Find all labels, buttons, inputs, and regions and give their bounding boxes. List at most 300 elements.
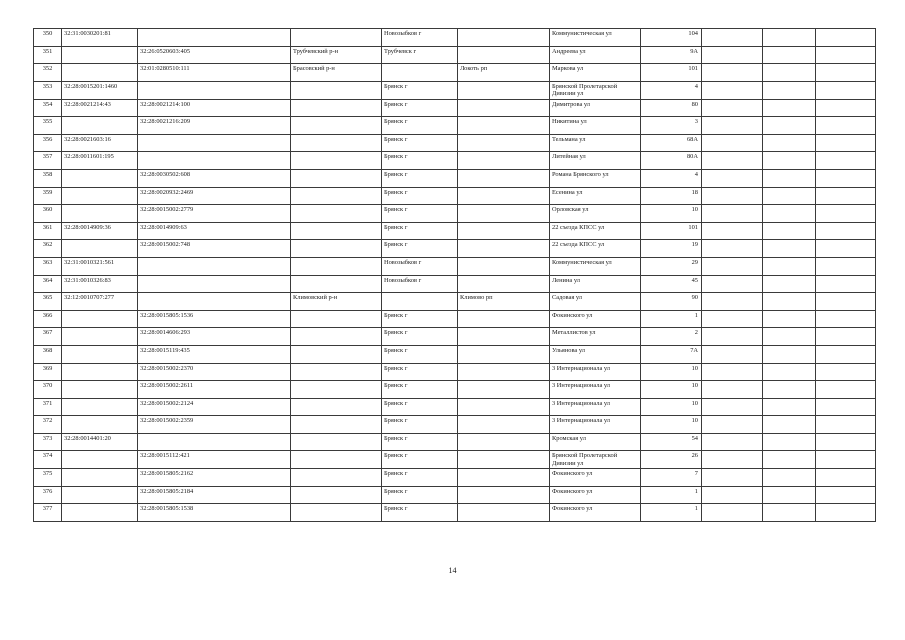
settlement-cell (458, 257, 550, 275)
district-cell (291, 345, 382, 363)
building-cadastral-number-cell: 32:28:0014606:293 (138, 328, 291, 346)
city-cell: Брянск г (382, 504, 458, 522)
table-row (34, 169, 876, 187)
blank-cell (816, 433, 876, 451)
blank-cell (816, 451, 876, 469)
table-row (34, 345, 876, 363)
row-number-cell: 368 (34, 345, 62, 363)
table-row (34, 257, 876, 275)
street-cell: Маркова ул (550, 64, 641, 82)
page-number: 14 (448, 566, 457, 575)
table-row (34, 398, 876, 416)
settlement-cell: Локоть рп (458, 64, 550, 82)
table-row (34, 293, 876, 311)
city-cell: Новозыбков г (382, 29, 458, 47)
cadastral-number-cell (62, 117, 138, 135)
blank-cell (763, 345, 816, 363)
city-cell: Брянск г (382, 205, 458, 223)
street-cell: Брянской Пролетарской Дивизии ул (550, 451, 641, 469)
blank-cell (816, 240, 876, 258)
house-number-cell: 45 (641, 275, 702, 293)
district-cell (291, 363, 382, 381)
house-number-cell: 80А (641, 152, 702, 170)
district-cell (291, 29, 382, 47)
blank-cell (702, 64, 763, 82)
blank-cell (763, 310, 816, 328)
blank-cell (816, 310, 876, 328)
blank-cell (702, 310, 763, 328)
building-cadastral-number-cell: 32:28:0015002:2370 (138, 363, 291, 381)
row-number-cell: 360 (34, 205, 62, 223)
row-number-cell: 370 (34, 381, 62, 399)
building-cadastral-number-cell: 32:28:0015002:2779 (138, 205, 291, 223)
cadastral-number-cell: 32:28:0021214:43 (62, 99, 138, 117)
row-number-cell: 352 (34, 64, 62, 82)
row-number-cell: 376 (34, 486, 62, 504)
building-cadastral-number-cell: 32:28:0015805:1536 (138, 310, 291, 328)
district-cell (291, 504, 382, 522)
blank-cell (763, 134, 816, 152)
settlement-cell (458, 451, 550, 469)
building-cadastral-number-cell: 32:28:0021216:209 (138, 117, 291, 135)
street-cell: Андреева ул (550, 46, 641, 64)
blank-cell (816, 293, 876, 311)
table-row (34, 381, 876, 399)
row-number-cell: 366 (34, 310, 62, 328)
house-number-cell: 10 (641, 363, 702, 381)
blank-cell (702, 240, 763, 258)
blank-cell (763, 99, 816, 117)
settlement-cell (458, 345, 550, 363)
district-cell: Климовский р-н (291, 293, 382, 311)
settlement-cell (458, 152, 550, 170)
district-cell (291, 381, 382, 399)
building-cadastral-number-cell (138, 134, 291, 152)
blank-cell (763, 328, 816, 346)
settlement-cell (458, 240, 550, 258)
table-row (34, 275, 876, 293)
table-row (34, 222, 876, 240)
city-cell: Брянск г (382, 134, 458, 152)
settlement-cell (458, 275, 550, 293)
cadastral-number-cell (62, 46, 138, 64)
table-row (34, 46, 876, 64)
house-number-cell: 9А (641, 46, 702, 64)
table-row (34, 486, 876, 504)
blank-cell (763, 398, 816, 416)
house-number-cell: 7А (641, 345, 702, 363)
blank-cell (702, 46, 763, 64)
blank-cell (763, 81, 816, 99)
blank-cell (816, 29, 876, 47)
row-number-cell: 350 (34, 29, 62, 47)
house-number-cell: 101 (641, 64, 702, 82)
settlement-cell (458, 81, 550, 99)
blank-cell (816, 64, 876, 82)
street-cell: Тельмана ул (550, 134, 641, 152)
street-cell: Коммунистическая ул (550, 257, 641, 275)
building-cadastral-number-cell: 32:26:0520603:405 (138, 46, 291, 64)
settlement-cell (458, 187, 550, 205)
district-cell (291, 240, 382, 258)
blank-cell (763, 504, 816, 522)
settlement-cell: Климово рп (458, 293, 550, 311)
cadastral-number-cell (62, 345, 138, 363)
city-cell: Брянск г (382, 222, 458, 240)
row-number-cell: 358 (34, 169, 62, 187)
cadastral-number-cell: 32:28:0014909:36 (62, 222, 138, 240)
building-cadastral-number-cell (138, 433, 291, 451)
building-cadastral-number-cell: 32:28:0015002:2359 (138, 416, 291, 434)
city-cell (382, 293, 458, 311)
blank-cell (763, 64, 816, 82)
building-cadastral-number-cell (138, 275, 291, 293)
blank-cell (702, 134, 763, 152)
table-row (34, 64, 876, 82)
table-row (34, 469, 876, 487)
table-row (34, 310, 876, 328)
district-cell (291, 433, 382, 451)
district-cell (291, 169, 382, 187)
cadastral-number-cell (62, 64, 138, 82)
district-cell (291, 117, 382, 135)
blank-cell (702, 117, 763, 135)
blank-cell (702, 381, 763, 399)
cadastral-number-cell (62, 169, 138, 187)
table-row (34, 205, 876, 223)
cadastral-number-cell: 32:31:0010321:561 (62, 257, 138, 275)
blank-cell (816, 398, 876, 416)
blank-cell (702, 81, 763, 99)
blank-cell (763, 46, 816, 64)
blank-cell (702, 398, 763, 416)
blank-cell (816, 169, 876, 187)
city-cell: Брянск г (382, 381, 458, 399)
cadastral-number-cell (62, 398, 138, 416)
house-number-cell: 1 (641, 486, 702, 504)
street-cell: Орловская ул (550, 205, 641, 223)
house-number-cell: 7 (641, 469, 702, 487)
blank-cell (763, 451, 816, 469)
street-cell: Димитрова ул (550, 99, 641, 117)
blank-cell (702, 363, 763, 381)
settlement-cell (458, 99, 550, 117)
settlement-cell (458, 29, 550, 47)
city-cell: Брянск г (382, 81, 458, 99)
blank-cell (816, 134, 876, 152)
house-number-cell: 10 (641, 205, 702, 223)
cadastral-number-cell: 32:28:0021603:16 (62, 134, 138, 152)
street-cell: 3 Интернационала ул (550, 363, 641, 381)
district-cell (291, 152, 382, 170)
blank-cell (702, 187, 763, 205)
district-cell (291, 328, 382, 346)
street-cell: Есенина ул (550, 187, 641, 205)
cadastral-number-cell: 32:31:0010326:83 (62, 275, 138, 293)
street-cell: Коммунистическая ул (550, 29, 641, 47)
settlement-cell (458, 46, 550, 64)
cadastral-number-cell (62, 310, 138, 328)
blank-cell (816, 81, 876, 99)
district-cell (291, 99, 382, 117)
house-number-cell: 19 (641, 240, 702, 258)
settlement-cell (458, 169, 550, 187)
blank-cell (702, 275, 763, 293)
table-row (34, 433, 876, 451)
blank-cell (702, 469, 763, 487)
building-cadastral-number-cell (138, 81, 291, 99)
house-number-cell: 90 (641, 293, 702, 311)
cadastral-number-cell (62, 328, 138, 346)
row-number-cell: 354 (34, 99, 62, 117)
blank-cell (702, 433, 763, 451)
blank-cell (816, 99, 876, 117)
blank-cell (763, 187, 816, 205)
row-number-cell: 367 (34, 328, 62, 346)
blank-cell (816, 345, 876, 363)
street-cell: Кромская ул (550, 433, 641, 451)
row-number-cell: 351 (34, 46, 62, 64)
house-number-cell: 104 (641, 29, 702, 47)
settlement-cell (458, 398, 550, 416)
building-cadastral-number-cell: 32:28:0015112:421 (138, 451, 291, 469)
district-cell (291, 257, 382, 275)
cadastral-number-cell (62, 504, 138, 522)
street-cell: 22 съезда КПСС ул (550, 222, 641, 240)
cadastral-number-cell (62, 416, 138, 434)
row-number-cell: 353 (34, 81, 62, 99)
row-number-cell: 362 (34, 240, 62, 258)
blank-cell (763, 222, 816, 240)
blank-cell (816, 486, 876, 504)
blank-cell (702, 293, 763, 311)
house-number-cell: 80 (641, 99, 702, 117)
row-number-cell: 371 (34, 398, 62, 416)
building-cadastral-number-cell: 32:28:0015002:748 (138, 240, 291, 258)
city-cell: Новозыбков г (382, 275, 458, 293)
district-cell (291, 398, 382, 416)
blank-cell (702, 451, 763, 469)
house-number-cell: 54 (641, 433, 702, 451)
street-cell: Брянской Пролетарской Дивизии ул (550, 81, 641, 99)
cadastral-number-cell (62, 486, 138, 504)
blank-cell (816, 257, 876, 275)
row-number-cell: 363 (34, 257, 62, 275)
city-cell: Брянск г (382, 310, 458, 328)
blank-cell (763, 152, 816, 170)
blank-cell (702, 345, 763, 363)
settlement-cell (458, 205, 550, 223)
house-number-cell: 1 (641, 504, 702, 522)
building-cadastral-number-cell: 32:28:0015805:2162 (138, 469, 291, 487)
city-cell: Брянск г (382, 345, 458, 363)
street-cell: Фокинского ул (550, 310, 641, 328)
cadastral-number-cell (62, 451, 138, 469)
cadastral-number-cell (62, 363, 138, 381)
street-cell: 3 Интернационала ул (550, 398, 641, 416)
building-cadastral-number-cell: 32:28:0021214:100 (138, 99, 291, 117)
district-cell (291, 222, 382, 240)
house-number-cell: 29 (641, 257, 702, 275)
building-cadastral-number-cell: 32:28:0015805:2184 (138, 486, 291, 504)
district-cell: Брасовский р-н (291, 64, 382, 82)
row-number-cell: 359 (34, 187, 62, 205)
row-number-cell: 365 (34, 293, 62, 311)
street-cell: 22 съезда КПСС ул (550, 240, 641, 258)
district-cell (291, 187, 382, 205)
building-cadastral-number-cell: 32:28:0014909:63 (138, 222, 291, 240)
table-row (34, 81, 876, 99)
row-number-cell: 361 (34, 222, 62, 240)
city-cell: Брянск г (382, 486, 458, 504)
street-cell: Литейная ул (550, 152, 641, 170)
blank-cell (763, 169, 816, 187)
blank-cell (816, 504, 876, 522)
cadastral-number-cell (62, 240, 138, 258)
table-row (34, 328, 876, 346)
house-number-cell: 10 (641, 416, 702, 434)
table-body (34, 29, 876, 522)
row-number-cell: 372 (34, 416, 62, 434)
blank-cell (816, 205, 876, 223)
district-cell (291, 310, 382, 328)
building-cadastral-number-cell (138, 257, 291, 275)
blank-cell (702, 328, 763, 346)
city-cell: Новозыбков г (382, 257, 458, 275)
blank-cell (763, 469, 816, 487)
blank-cell (702, 416, 763, 434)
blank-cell (816, 187, 876, 205)
city-cell: Брянск г (382, 240, 458, 258)
city-cell: Брянск г (382, 433, 458, 451)
building-cadastral-number-cell: 32:28:0015002:2611 (138, 381, 291, 399)
city-cell: Брянск г (382, 117, 458, 135)
house-number-cell: 10 (641, 398, 702, 416)
blank-cell (763, 363, 816, 381)
cadastral-number-cell: 32:28:0015201:1460 (62, 81, 138, 99)
blank-cell (763, 416, 816, 434)
building-cadastral-number-cell: 32:01:0280510:111 (138, 64, 291, 82)
cadastral-number-cell: 32:28:0011601:195 (62, 152, 138, 170)
house-number-cell: 68А (641, 134, 702, 152)
city-cell: Брянск г (382, 328, 458, 346)
blank-cell (763, 257, 816, 275)
blank-cell (816, 152, 876, 170)
district-cell (291, 275, 382, 293)
blank-cell (763, 486, 816, 504)
blank-cell (816, 469, 876, 487)
city-cell: Брянск г (382, 152, 458, 170)
city-cell: Брянск г (382, 398, 458, 416)
house-number-cell: 3 (641, 117, 702, 135)
blank-cell (816, 416, 876, 434)
cadastral-number-cell: 32:28:0014401:20 (62, 433, 138, 451)
blank-cell (702, 169, 763, 187)
row-number-cell: 369 (34, 363, 62, 381)
cadastral-number-cell: 32:31:0030201:81 (62, 29, 138, 47)
row-number-cell: 357 (34, 152, 62, 170)
building-cadastral-number-cell: 32:28:0015805:1538 (138, 504, 291, 522)
blank-cell (816, 363, 876, 381)
table-row (34, 240, 876, 258)
house-number-cell: 2 (641, 328, 702, 346)
city-cell: Брянск г (382, 416, 458, 434)
settlement-cell (458, 363, 550, 381)
house-number-cell: 4 (641, 81, 702, 99)
street-cell: Металлистов ул (550, 328, 641, 346)
street-cell: Ленина ул (550, 275, 641, 293)
city-cell (382, 64, 458, 82)
street-cell: Никитина ул (550, 117, 641, 135)
district-cell (291, 469, 382, 487)
settlement-cell (458, 433, 550, 451)
blank-cell (763, 29, 816, 47)
house-number-cell: 10 (641, 381, 702, 399)
cadastral-number-cell (62, 469, 138, 487)
cadastral-number-cell (62, 381, 138, 399)
row-number-cell: 374 (34, 451, 62, 469)
district-cell (291, 81, 382, 99)
house-number-cell: 18 (641, 187, 702, 205)
blank-cell (763, 433, 816, 451)
building-cadastral-number-cell: 32:28:0020932:2469 (138, 187, 291, 205)
city-cell: Брянск г (382, 169, 458, 187)
blank-cell (702, 99, 763, 117)
settlement-cell (458, 117, 550, 135)
street-cell: Фокинского ул (550, 486, 641, 504)
table-row (34, 363, 876, 381)
building-cadastral-number-cell (138, 293, 291, 311)
house-number-cell: 1 (641, 310, 702, 328)
building-cadastral-number-cell (138, 29, 291, 47)
settlement-cell (458, 381, 550, 399)
blank-cell (816, 328, 876, 346)
settlement-cell (458, 504, 550, 522)
city-cell: Брянск г (382, 451, 458, 469)
blank-cell (702, 29, 763, 47)
table-row (34, 504, 876, 522)
cadastral-number-cell (62, 187, 138, 205)
table-row (34, 416, 876, 434)
district-cell (291, 486, 382, 504)
city-cell: Брянск г (382, 187, 458, 205)
city-cell: Трубчевск г (382, 46, 458, 64)
row-number-cell: 356 (34, 134, 62, 152)
blank-cell (763, 205, 816, 223)
district-cell (291, 205, 382, 223)
settlement-cell (458, 416, 550, 434)
house-number-cell: 26 (641, 451, 702, 469)
blank-cell (702, 486, 763, 504)
cadastral-number-cell: 32:12:0010707:277 (62, 293, 138, 311)
row-number-cell: 364 (34, 275, 62, 293)
table-row (34, 134, 876, 152)
house-number-cell: 4 (641, 169, 702, 187)
street-cell: 3 Интернационала ул (550, 381, 641, 399)
blank-cell (763, 117, 816, 135)
settlement-cell (458, 486, 550, 504)
blank-cell (702, 504, 763, 522)
table-row (34, 451, 876, 469)
table-row (34, 99, 876, 117)
building-cadastral-number-cell: 32:28:0015119:435 (138, 345, 291, 363)
district-cell (291, 416, 382, 434)
blank-cell (816, 222, 876, 240)
district-cell: Трубчевский р-н (291, 46, 382, 64)
blank-cell (763, 381, 816, 399)
row-number-cell: 377 (34, 504, 62, 522)
property-register-table (33, 28, 876, 522)
